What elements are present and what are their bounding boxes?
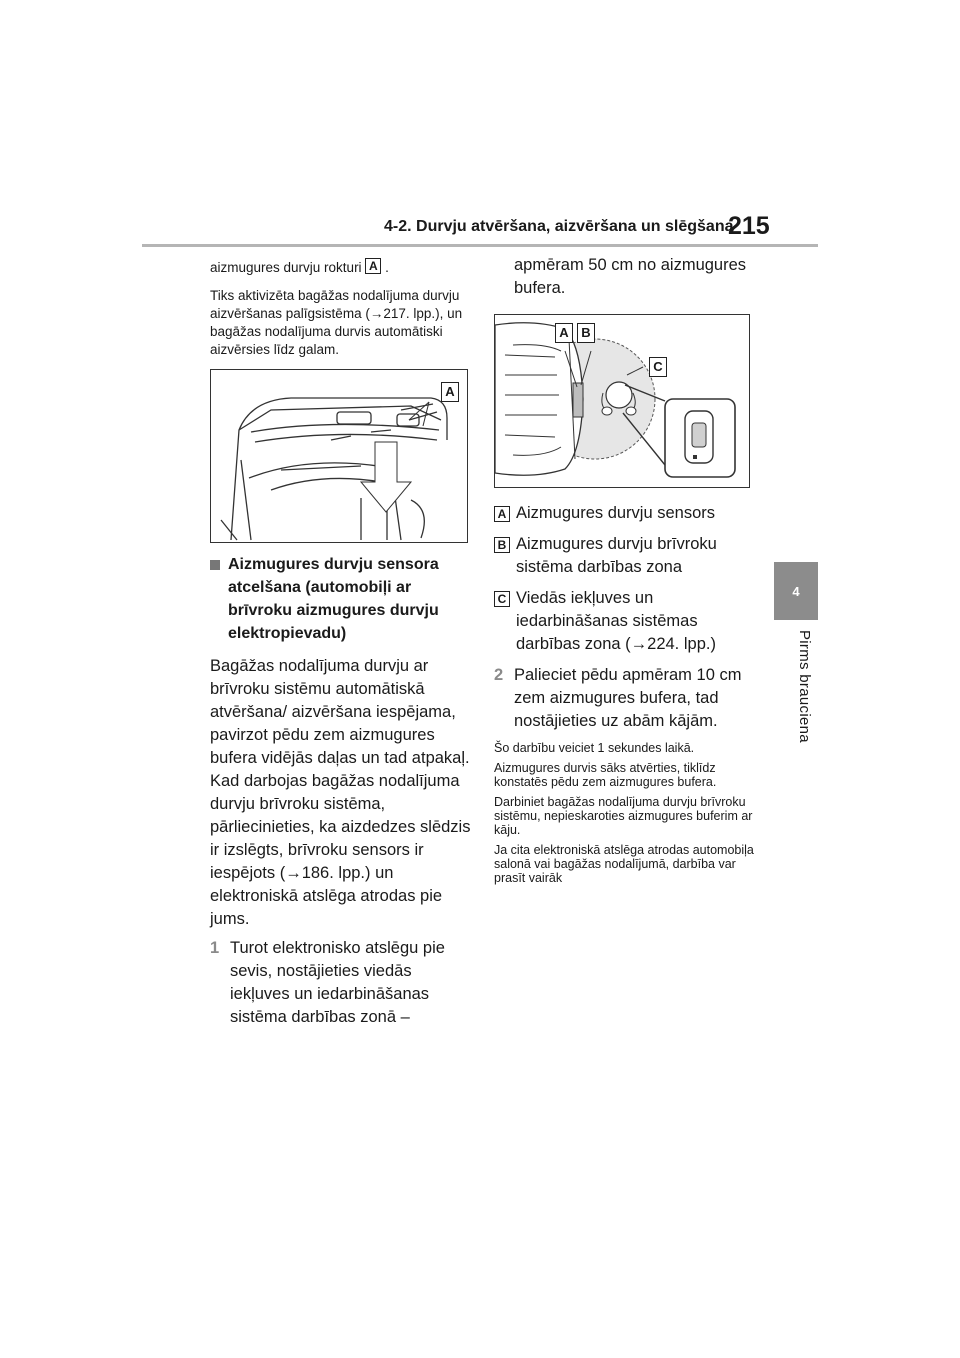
heading-text: Aizmugures durvju sensora atcelšana (automobiļi ar brīvroku aizmugures durvju elektropievadu): [228, 556, 439, 642]
step-1-number: 1: [210, 939, 220, 957]
page-number: 215: [728, 212, 770, 240]
body-paragraph: Bagāžas nodalījuma durvju ar brīvroku sistēmu automātiskā atvēršana/ aizvēršana iespējama, pavirzot pēdu zem aizmugures bufera vidējās daļas un tad atpakaļ. Kad darbojas bagāžas nodalījuma durvju brīvroku sistēma, pārliecinieties, ka aizdedzes slēdzis ir izslēgts, brīvroku sensors ir iespējots (→186. lpp.) un elektroniskā atslēga atrodas pie jums.: [210, 657, 471, 928]
legend-text-b: Aizmugures durvju brīvroku sistēma darbības zona: [516, 535, 717, 576]
step-1: [210, 937, 472, 1029]
lead-text: aizmugures durvju rokturi: [210, 260, 362, 275]
lead-end: .: [381, 260, 389, 275]
legend-label-a: A: [494, 506, 510, 522]
step-1-continued: apmēram 50 cm no aizmugures bufera.: [514, 256, 747, 297]
section-title: 4-2. Durvju atvēršana, aizvēršana un slēgšana: [384, 218, 734, 235]
legend-item-c: [494, 587, 754, 656]
lead-label: A: [365, 258, 381, 274]
figure-label-b: B: [577, 323, 595, 343]
section-heading: [210, 553, 472, 645]
tailgate-handle-figure: [210, 369, 468, 543]
legend-label-c: C: [494, 591, 510, 607]
step-2-text: Palieciet pēdu apmēram 10 cm zem aizmugures bufera, tad nostājieties uz abām kājām.: [514, 666, 742, 730]
lead-paragraph: [210, 258, 472, 277]
step-2-number: 2: [494, 666, 504, 684]
sensor-zone-figure: [494, 314, 750, 488]
note-3: Darbiniet bagāžas nodalījuma durvju brīvroku sistēmu, nepieskaroties aizmugures buferim ar kāju.: [494, 795, 753, 837]
legend-text-a: Aizmugures durvju sensors: [516, 504, 715, 522]
figure-label-c: C: [649, 357, 667, 377]
sensor-zone-illustration: [495, 315, 749, 487]
chapter-tab: [774, 562, 818, 620]
note-2: Aizmugures durvis sāks atvērties, tiklīdz konstatēs pēdu zem aizmugures bufera.: [494, 761, 717, 789]
assist-note: Tiks aktivizēta bagāžas nodalījuma durvju aizvēršanas palīgsistēma (→217. lpp.), un bagāžas nodalījuma durvis automātiski aizvērsies līdz galam.: [210, 288, 463, 357]
left-column: [210, 258, 472, 1035]
chapter-number: 4: [792, 583, 800, 599]
legend-item-a: [494, 502, 754, 525]
figure-label-a: A: [441, 382, 459, 402]
note-1: Šo darbību veiciet 1 sekundes laikā.: [494, 741, 695, 755]
right-column: [494, 254, 754, 891]
legend-item-b: [494, 533, 754, 579]
legend-text-c: Viedās iekļuves un iedarbināšanas sistēmas darbības zona (→224. lpp.): [516, 589, 716, 653]
note-4: Ja cita elektroniskā atslēga atrodas automobiļa salonā vai bagāžas nodalījumā, darbība var prasīt vairāk: [494, 843, 754, 885]
legend-label-b: B: [494, 537, 510, 553]
header-rule: [142, 244, 818, 247]
tailgate-illustration: [211, 370, 467, 542]
step-2: [494, 664, 754, 733]
square-bullet-icon: [210, 560, 220, 570]
chapter-label: Pirms brauciena: [796, 630, 813, 743]
step-1-text: Turot elektronisko atslēgu pie sevis, nostājieties viedās iekļuves un iedarbināšanas sistēma darbības zonā –: [230, 939, 445, 1026]
figure-label-a: A: [555, 323, 573, 343]
